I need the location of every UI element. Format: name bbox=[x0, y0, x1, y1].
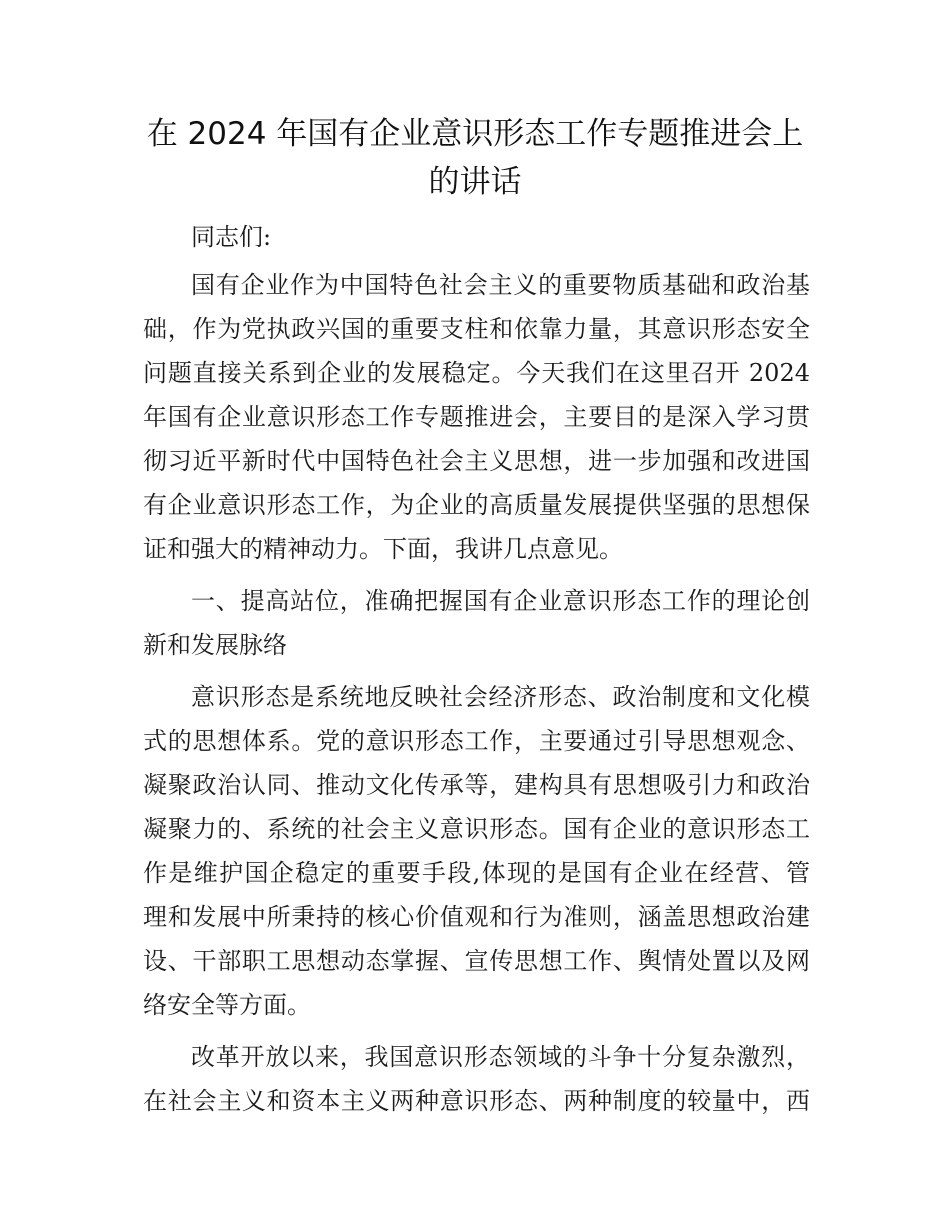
body-line: 理和发展中所秉持的核心价值观和行为准则，涵盖思想政治建 bbox=[143, 903, 810, 931]
body-line: 年国有企业意识形态工作专题推进会，主要目的是深入学习贯 bbox=[143, 403, 810, 431]
section-heading-line: 一、提高站位，准确把握国有企业意识形态工作的理论创 bbox=[191, 587, 810, 615]
body-line: 作是维护国企稳定的重要手段,体现的是国有企业在经营、管 bbox=[143, 859, 810, 887]
body-line: 凝聚力的、系统的社会主义意识形态。国有企业的意识形态工 bbox=[143, 815, 810, 843]
document-title bbox=[130, 110, 820, 206]
body-line: 证和强大的精神动力。下面，我讲几点意见。 bbox=[143, 535, 623, 563]
body-line: 在社会主义和资本主义两种意识形态、两种制度的较量中，西 bbox=[143, 1087, 810, 1115]
body-line: 国有企业作为中国特色社会主义的重要物质基础和政治基 bbox=[191, 271, 810, 299]
body-line: 意识形态是系统地反映社会经济形态、政治制度和文化模 bbox=[191, 683, 810, 711]
salutation: 同志们: bbox=[191, 223, 272, 251]
body-line: 凝聚政治认同、推动文化传承等，建构具有思想吸引力和政治 bbox=[143, 771, 810, 799]
body-line: 络安全等方面。 bbox=[143, 991, 311, 1019]
title-line-2: 的讲话 bbox=[428, 164, 522, 200]
body-line: 问题直接关系到企业的发展稳定。今天我们在这里召开 2024 bbox=[143, 359, 810, 387]
body-line: 设、干部职工思想动态掌握、宣传思想工作、舆情处置以及网 bbox=[143, 947, 810, 975]
section-heading-line: 新和发展脉络 bbox=[143, 631, 287, 659]
body-line: 有企业意识形态工作，为企业的高质量发展提供坚强的思想保 bbox=[143, 491, 810, 519]
body-line: 彻习近平新时代中国特色社会主义思想，进一步加强和改进国 bbox=[143, 447, 810, 475]
title-line-1: 在 2024 年国有企业意识形态工作专题推进会上 bbox=[146, 116, 804, 152]
body-line: 改革开放以来，我国意识形态领域的斗争十分复杂激烈， bbox=[191, 1043, 810, 1071]
body-line: 式的思想体系。党的意识形态工作，主要通过引导思想观念、 bbox=[143, 727, 810, 755]
body-line: 础，作为党执政兴国的重要支柱和依靠力量，其意识形态安全 bbox=[143, 315, 810, 343]
